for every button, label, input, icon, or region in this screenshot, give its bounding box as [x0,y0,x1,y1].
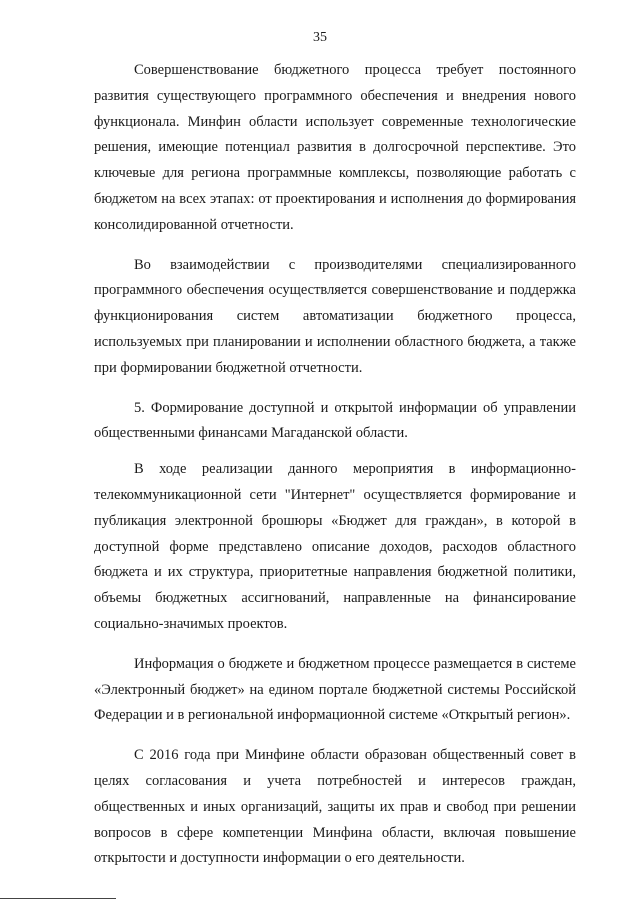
paragraph-electronic-budget: Информация о бюджете и бюджетном процессе размещается в системе «Электронный бюджет» на едином портале бюджетной системы Российской Федерации и в региональной информационной системе «Открытый регион». [94,655,576,724]
paragraph-vendor-cooperation: Во взаимодействии с производителями специализированного программного обеспечения осуществляется совершенствование и поддержка функционирования систем автоматизации бюджетного процесса, используемых при планировании и исполнении областного бюджета, а также при формировании бюджетной отчетности. [94,256,576,376]
document-body [94,58,576,886]
page-number: 35 [313,30,327,45]
paragraph-public-council: С 2016 года при Минфине области образован общественный совет в целях согласования и учета потребностей и интересов граждан, общественных и иных организаций, защиты их прав и свобод при решении вопросов в сфере компетенции Минфина области, включая повышение открытости и доступности информации о его деятельности. [94,747,576,867]
footer-rule [0,898,116,899]
paragraph-software-development: Совершенствование бюджетного процесса требует постоянного развития существующего программного обеспечения и внедрения нового функционала. Минфин области использует современные технологические решения, имеющие потенциал развития в долгосрочной перспективе. Это ключевые для региона программные комплексы, позволяющие работать с бюджетом на всех этапах: от проектирования и исполнения до формирования консолидированной отчетности. [94,62,576,233]
paragraph-budget-for-citizens: В ходе реализации данного мероприятия в информационно-телекоммуникационной сети "Интернет" осуществляется формирование и публикация электронной брошюры «Бюджет для граждан», в которой в доступной форме представлено описание доходов, расходов областного бюджета и их структура, приоритетные направления бюджетной политики, объемы бюджетных ассигнований, направленные на финансирование социально-значимых проектов. [94,461,576,632]
section-heading-open-information: 5. Формирование доступной и открытой информации об управлении общественными финансами Магаданской области. [94,399,576,442]
